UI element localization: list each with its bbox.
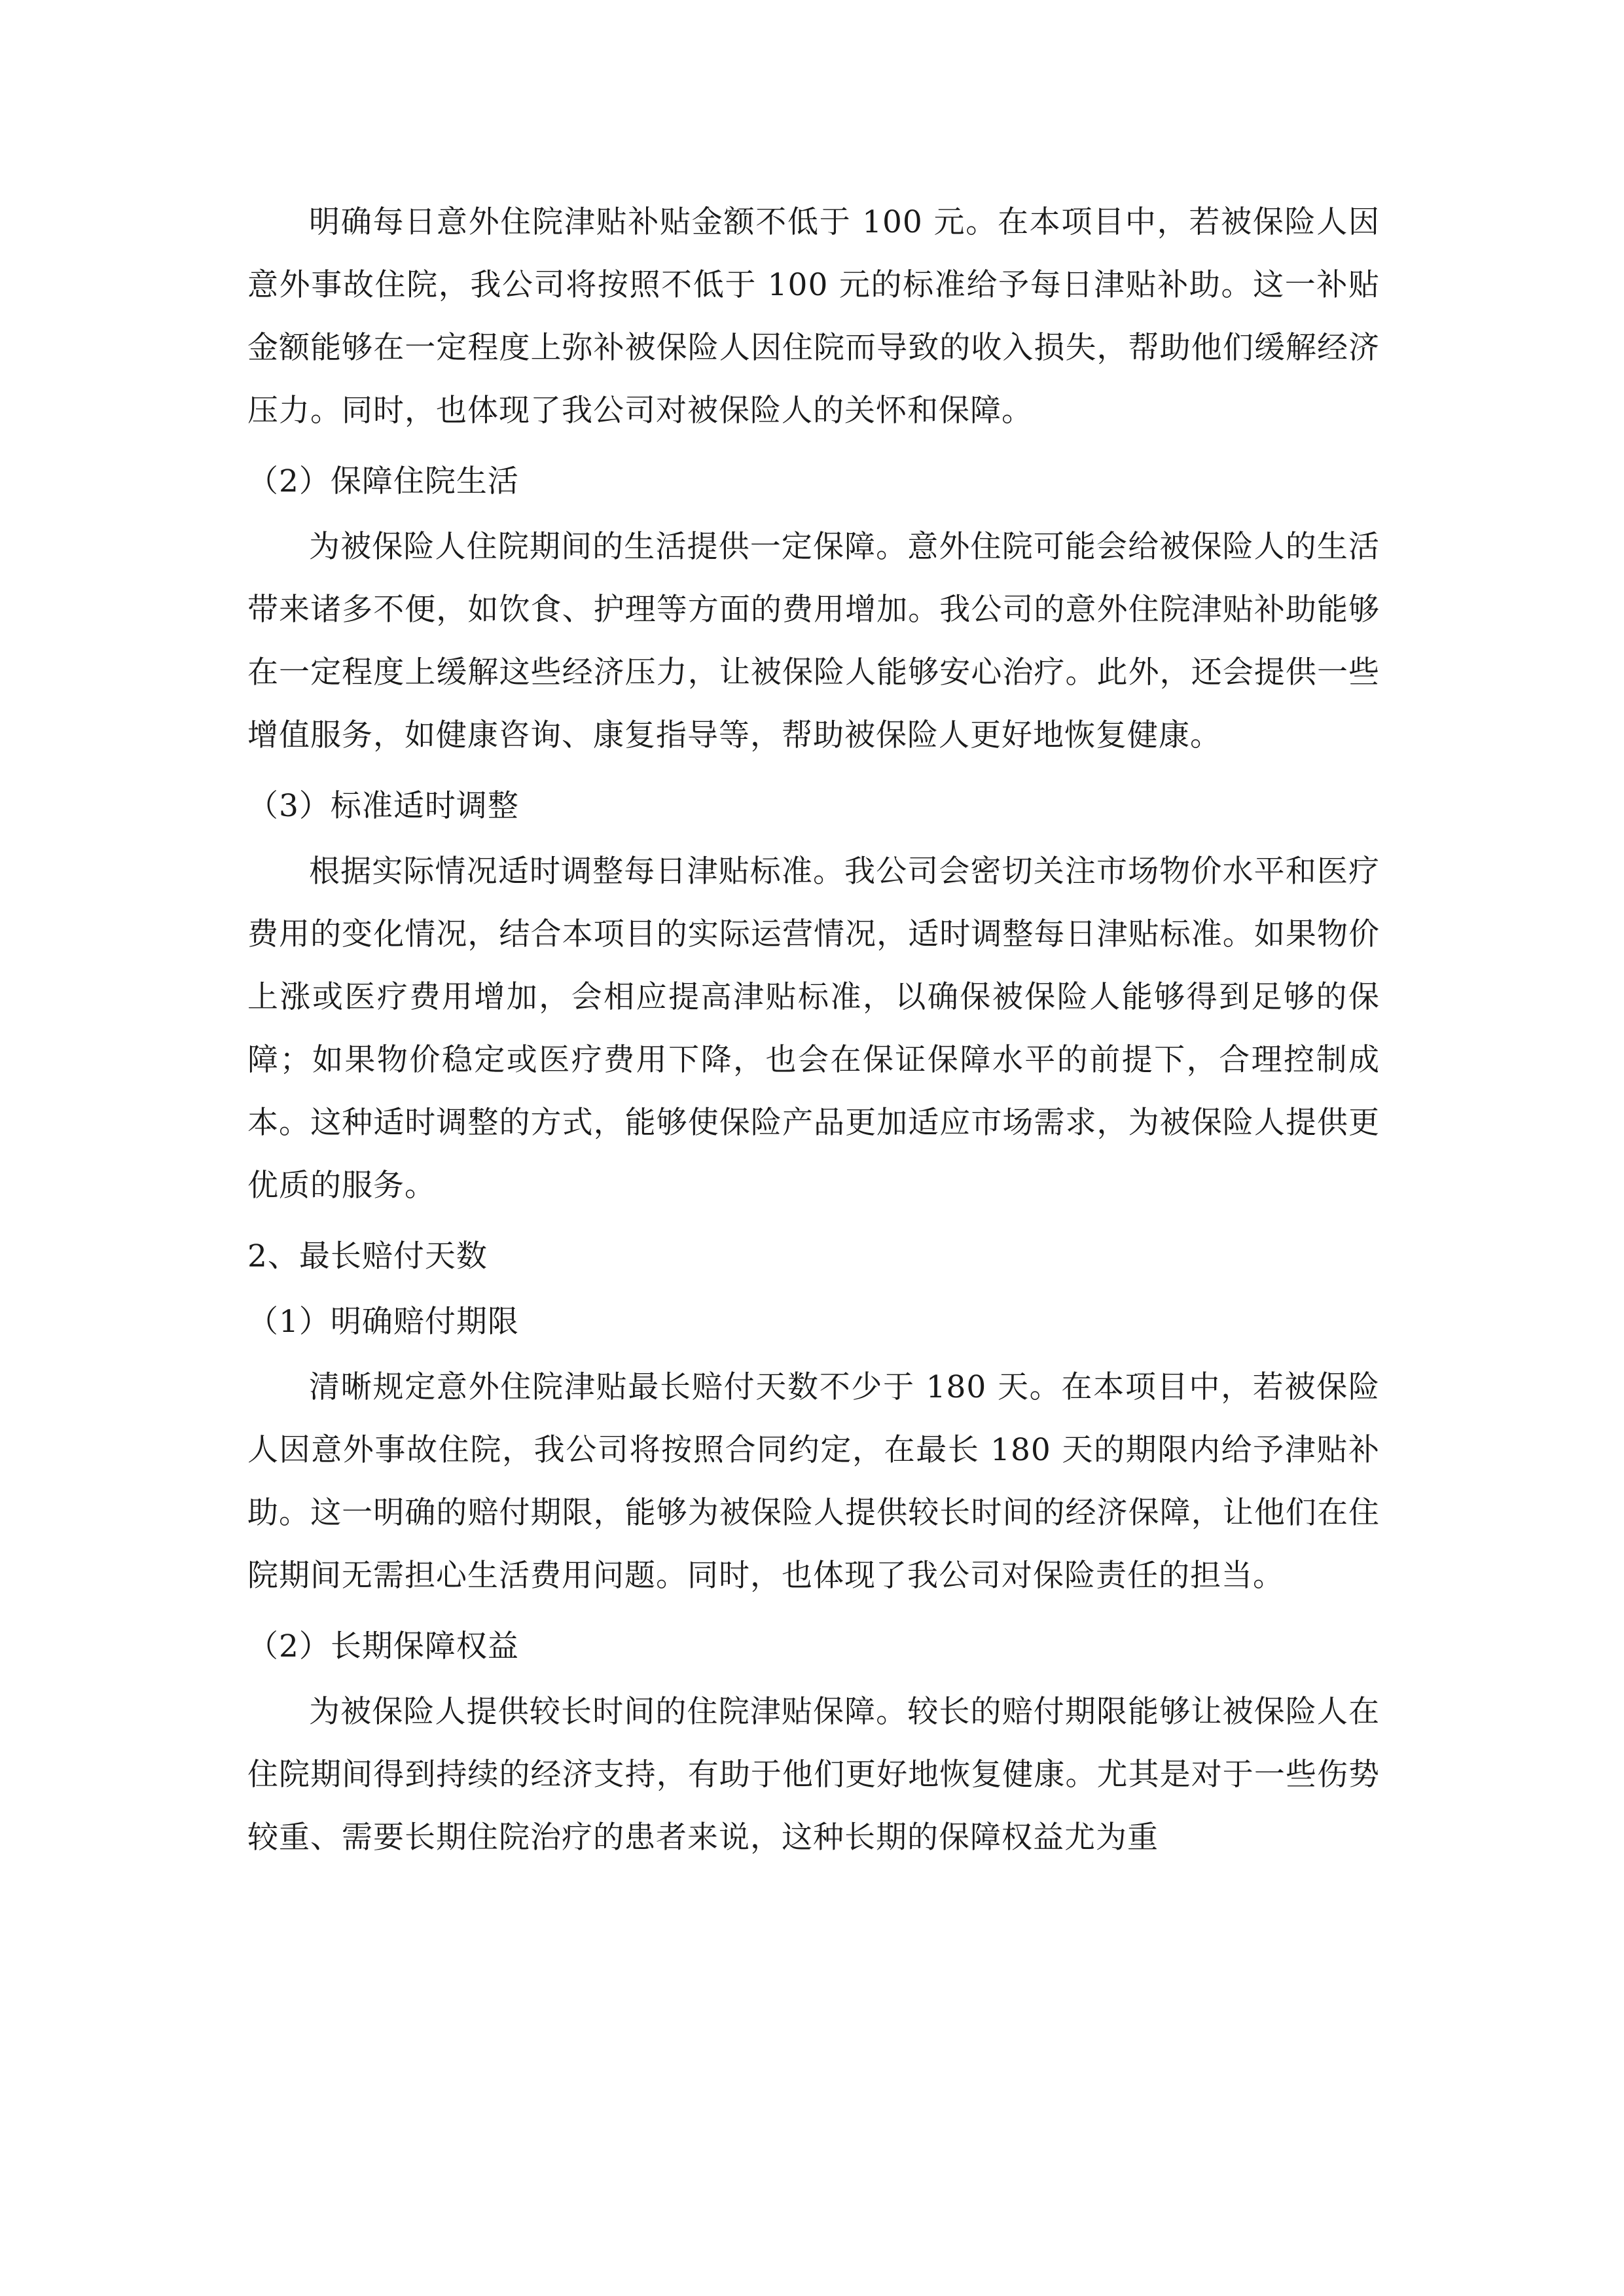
heading-adjust-standard: （3）标准适时调整 (247, 788, 519, 824)
para-long-term: 为被保险人提供较长时间的住院津贴保障。较长的赔付期限能够让被保险人在住院期间得到持续的经济支持，有助于他们更好地恢复健康。尤其是对于一些伤势较重、需要长期住院治疗的患者来说，这种长期的保障权益尤为重 (247, 1694, 1380, 1856)
para-protect-life: 为被保险人住院期间的生活提供一定保障。意外住院可能会给被保险人的生活带来诸多不便，如饮食、护理等方面的费用增加。我公司的意外住院津贴补助能够在一定程度上缓解这些经济压力，让被保险人能够安心治疗。此外，还会提供一些增值服务，如健康咨询、康复指导等，帮助被保险人更好地恢复健康。 (247, 529, 1380, 753)
heading-long-term: （2）长期保障权益 (247, 1628, 519, 1664)
heading-max-days: 2、最长赔付天数 (247, 1238, 488, 1274)
heading-protect-life: （2）保障住院生活 (247, 463, 519, 499)
para-daily-allowance: 明确每日意外住院津贴补贴金额不低于 100 元。在本项目中，若被保险人因意外事故住院，我公司将按照不低于 100 元的标准给予每日津贴补助。这一补贴金额能够在一定程度上弥补被保险人因住院而导致的收入损失，帮助他们缓解经济压力。同时，也体现了我公司对被保险人的关怀和保障。 (247, 204, 1380, 429)
para-payment-period: 清晰规定意外住院津贴最长赔付天数不少于 180 天。在本项目中，若被保险人因意外事故住院，我公司将按照合同约定，在最长 180 天的期限内给予津贴补助。这一明确的赔付期限，能够为被保险人提供较长时间的经济保障，让他们在住院期间无需担心生活费用问题。同时，也体现了我公司对保险责任的担当。 (247, 1369, 1380, 1594)
para-adjust-standard: 根据实际情况适时调整每日津贴标准。我公司会密切关注市场物价水平和医疗费用的变化情况，结合本项目的实际运营情况，适时调整每日津贴标准。如果物价上涨或医疗费用增加，会相应提高津贴标准，以确保被保险人能够得到足够的保障；如果物价稳定或医疗费用下降，也会在保证保障水平的前提下，合理控制成本。这种适时调整的方式，能够使保险产品更加适应市场需求，为被保险人提供更优质的服务。 (247, 853, 1380, 1204)
heading-payment-period: （1）明确赔付期限 (247, 1304, 519, 1340)
document-body (247, 191, 1380, 1877)
